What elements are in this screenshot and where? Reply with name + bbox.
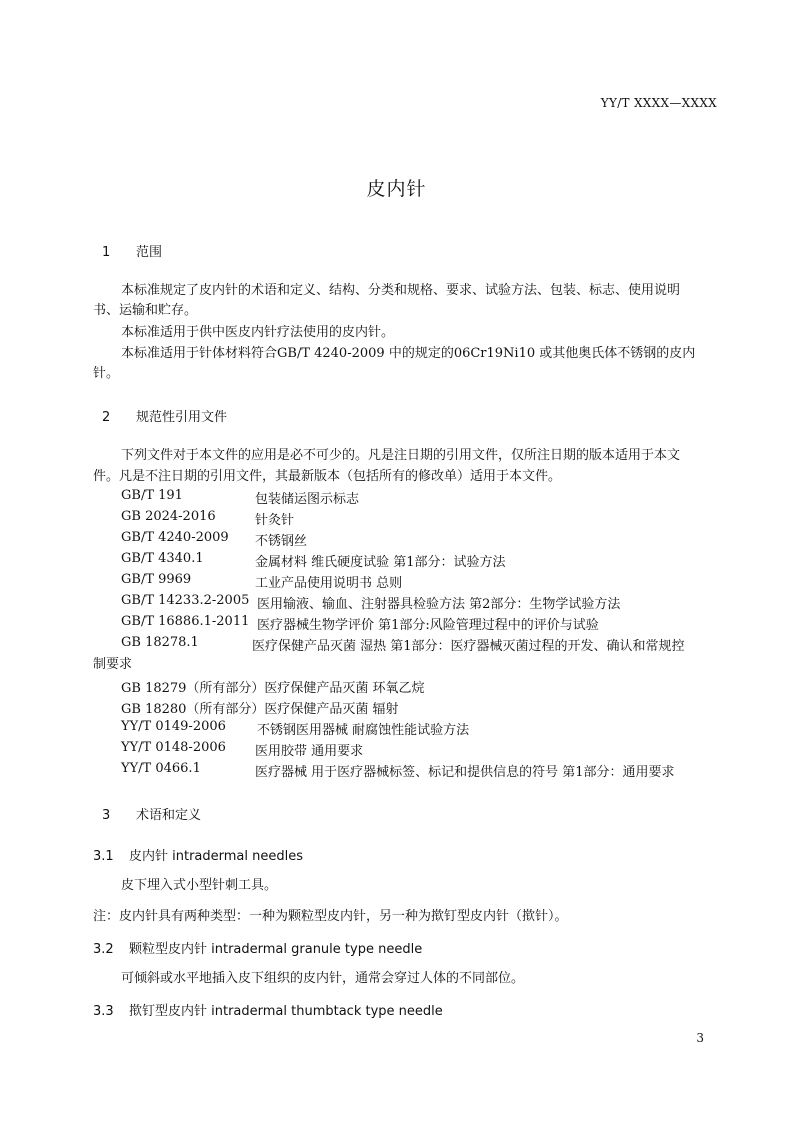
term-number: 3.3 (93, 1004, 114, 1019)
document-code: YY/T XXXX—XXXX (600, 96, 717, 110)
reference-title: 金属材料 维氏硬度试验 第1部分：试验方法 (255, 555, 506, 570)
reference-code: GB/T 4340.1 (121, 551, 204, 566)
term-title: 皮内针 intradermal needles (129, 849, 304, 864)
reference-title: 医疗器械 用于医疗器械标签、标记和提供信息的符号 第1部分：通用要求 (255, 765, 675, 780)
term-3-1-heading (93, 845, 303, 864)
term-number: 3.1 (93, 849, 114, 864)
section-title: 范围 (136, 245, 163, 260)
paragraph-line: 下列文件对于本文件的应用是必不可少的。凡是注日期的引用文件，仅所注日期的版本适用于本文 (121, 448, 681, 463)
section-1-heading (100, 241, 162, 260)
reference-code: YY/T 0466.1 (121, 761, 201, 776)
section-number: 3 (102, 808, 111, 823)
section-number: 2 (102, 410, 111, 425)
term-number: 3.2 (93, 942, 114, 957)
reference-title: 不锈钢医用器械 耐腐蚀性能试验方法 (257, 723, 470, 738)
reference-title: 针灸针 (255, 513, 295, 528)
section-title: 规范性引用文件 (136, 410, 228, 425)
reference-code: YY/T 0148-2006 (121, 740, 226, 755)
reference-title: 不锈钢丝 (255, 534, 308, 549)
paragraph-line: 本标准规定了皮内针的术语和定义、结构、分类和规格、要求、试验方法、包装、标志、使用说明 (121, 283, 681, 298)
section-number: 1 (102, 245, 111, 260)
paragraph-line: 本标准适用于供中医皮内针疗法使用的皮内针。 (121, 325, 395, 340)
reference-code: GB/T 4240-2009 (121, 530, 229, 545)
reference-code: GB 18279（所有部分）医疗保健产品灭菌 环氧乙烷 (121, 681, 425, 696)
section-2-heading (100, 406, 227, 425)
section-3-heading (100, 804, 201, 823)
paragraph-line: 件。凡是不注日期的引用文件，其最新版本（包括所有的修改单）适用于本文件。 (93, 469, 562, 484)
term-3-3-heading (93, 1000, 443, 1019)
term-3-2-heading (93, 938, 422, 957)
reference-title-continuation: 制要求 (93, 657, 133, 672)
term-definition: 可倾斜或水平地插入皮下组织的皮内针，通常会穿过人体的不同部位。 (121, 971, 525, 986)
paragraph-line: 书、运输和贮存。 (93, 303, 198, 318)
reference-title: 医疗保健产品灭菌 湿热 第1部分：医疗器械灭菌过程的开发、确认和常规控 (252, 639, 685, 654)
term-title: 揿钉型皮内针 intradermal thumbtack type needle (129, 1004, 443, 1019)
reference-code: GB/T 191 (121, 488, 183, 503)
reference-code: GB/T 16886.1-2011 (121, 614, 250, 629)
page-number: 3 (696, 1031, 704, 1045)
section-title: 术语和定义 (136, 808, 202, 823)
reference-code: GB 18278.1 (121, 635, 199, 650)
reference-code: GB/T 9969 (121, 572, 192, 587)
reference-title: 工业产品使用说明书 总则 (255, 576, 403, 591)
reference-title: 医疗器械生物学评价 第1部分:风险管理过程中的评价与试验 (257, 618, 599, 633)
term-definition: 皮下埋入式小型针刺工具。 (121, 878, 278, 893)
reference-code: GB 18280（所有部分）医疗保健产品灭菌 辐射 (121, 702, 399, 717)
paragraph-line: 本标准适用于针体材料符合GB/T 4240-2009 中的规定的06Cr19Ni10 或其他奥氏体不锈钢的皮内 (121, 346, 696, 361)
reference-code: GB/T 14233.2-2005 (121, 593, 250, 608)
term-note: 注：皮内针具有两种类型：一种为颗粒型皮内针，另一种为揿钉型皮内针（揿针）。 (93, 909, 568, 924)
paragraph-line: 针。 (93, 366, 120, 381)
reference-code: YY/T 0149-2006 (121, 719, 226, 734)
page-title: 皮内针 (366, 178, 427, 200)
reference-code: GB 2024-2016 (121, 509, 216, 524)
reference-title: 医用输液、输血、注射器具检验方法 第2部分：生物学试验方法 (257, 597, 621, 612)
reference-title: 包装储运图示标志 (255, 492, 360, 507)
reference-title: 医用胶带 通用要求 (255, 744, 364, 759)
term-title: 颗粒型皮内针 intradermal granule type needle (129, 942, 423, 957)
